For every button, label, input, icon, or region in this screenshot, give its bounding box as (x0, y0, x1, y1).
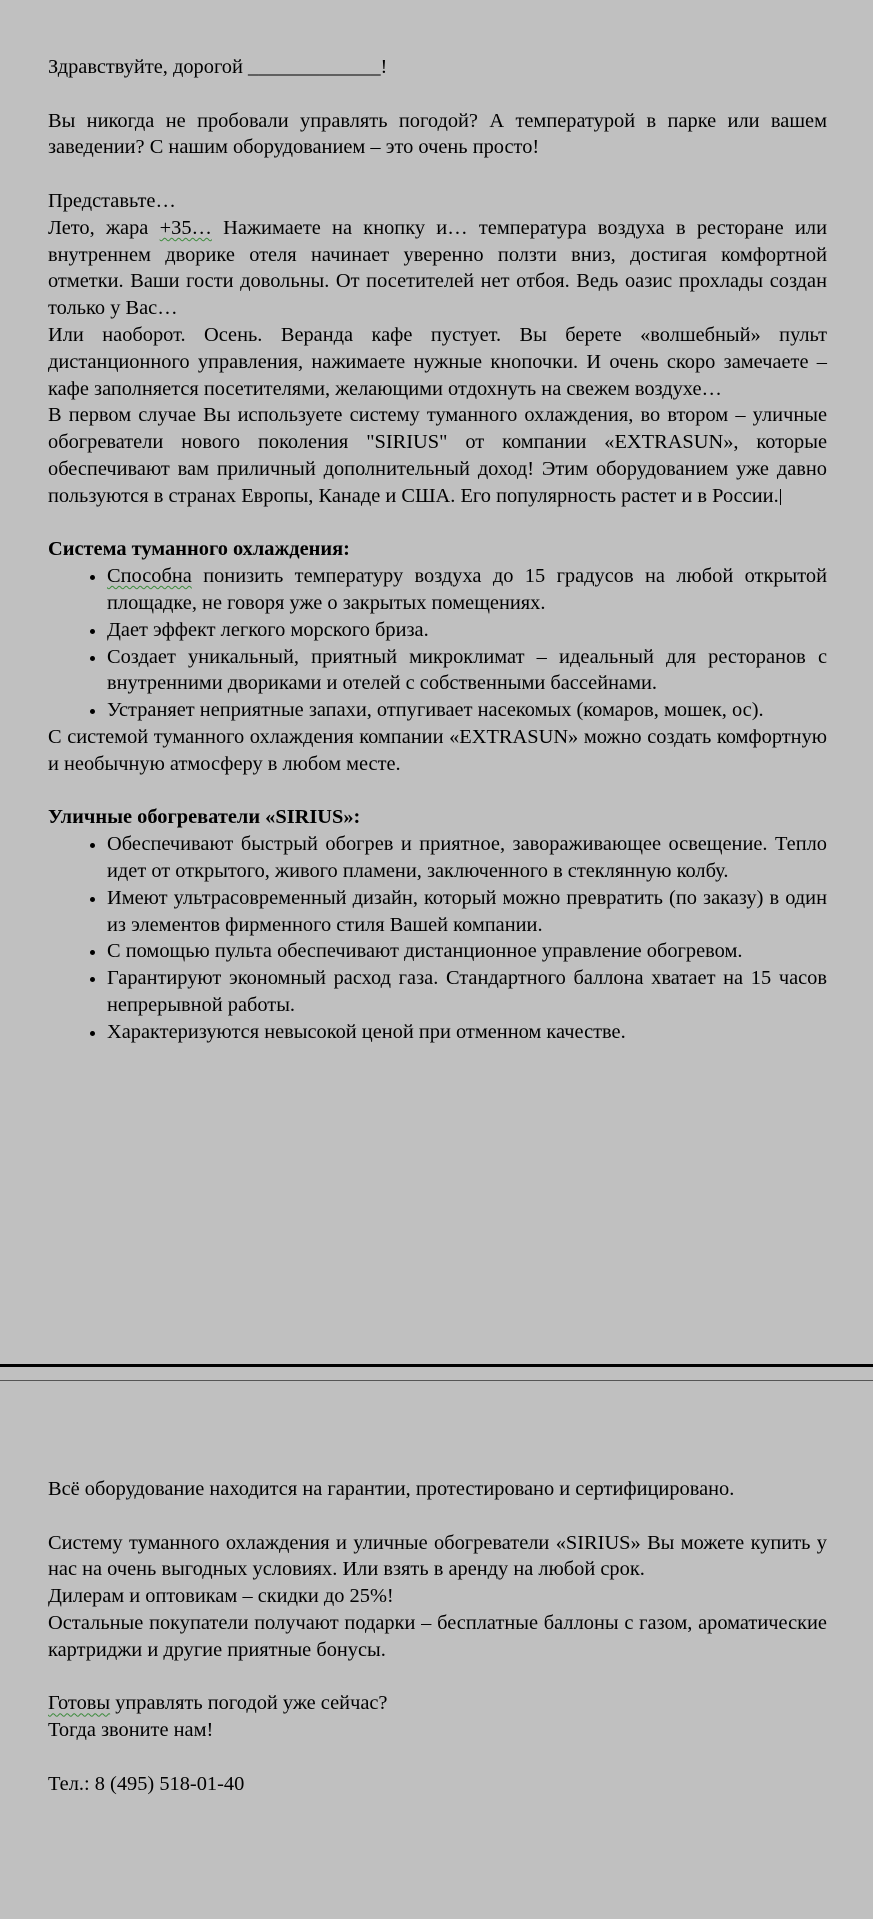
first-case-paragraph (48, 402, 827, 509)
warranty-paragraph: Всё оборудование находится на гарантии, протестировано и сертифицировано. (48, 1478, 735, 1500)
list-item: • Создает уникальный, приятный микроклимат – идеальный для ресторанов с внутренними двориками и отелей с собственными бассейнами. (107, 644, 827, 698)
fog-outro: С системой туманного охлаждения компании «EXTRASUN» можно создать комфортную и необычную атмосферу в любом месте. (48, 725, 827, 775)
intro-paragraph: Вы никогда не пробовали управлять погодой? А температурой в парке или вашем заведении? С нашим оборудованием – это очень просто! (48, 109, 827, 159)
blank-line (48, 510, 827, 537)
ready-line (48, 1690, 827, 1717)
buy-paragraph: Систему туманного охлаждения и уличные обогреватели «SIRIUS» Вы можете купить у нас на очень выгодных условиях. Или взять в аренду на любой срок. (48, 1531, 827, 1581)
list-item: • Имеют ультрасовременный дизайн, который можно превратить (по заказу) в один из элементов фирменного стиля Вашей компании. (107, 885, 827, 939)
fog-heading: Система туманного охлаждения: (48, 538, 350, 561)
list-item: • Гарантируют экономный расход газа. Стандартного баллона хватает на 15 часов непрерывной работы. (107, 965, 827, 1019)
others-paragraph: Остальные покупатели получают подарки – бесплатные баллоны с газом, ароматические картриджи и другие приятные бонусы. (48, 1611, 827, 1661)
list-item-text: понизить температуру воздуха до 15 градусов на любой открытой площадке, не говоря уже о закрытых помещениях. (107, 565, 827, 614)
phone-line: Тел.: 8 (495) 518-01-40 (48, 1772, 245, 1795)
first-case-text: В первом случае Вы используете систему туманного охлаждения, во втором – уличные обогреватели нового поколения "SIRIUS" от компании «EXTRASUN», которые обеспечивают вам приличный дополнительный доход! Этим оборудованием уже давно пользуются в странах Европы, Канаде и США. Его популярность растет и в России. (48, 404, 827, 507)
heaters-list (48, 831, 827, 1045)
blank-line (48, 778, 827, 805)
dealers-line: Дилерам и оптовикам – скидки до 25%! (48, 1585, 394, 1608)
text-cursor (780, 489, 781, 505)
heaters-heading: Уличные обогреватели «SIRIUS»: (48, 806, 361, 829)
page-break (0, 1364, 873, 1384)
greeting: Здравствуйте, дорогой _____________! (48, 56, 388, 78)
spellcheck-mark: +35… (159, 216, 212, 239)
list-item: • Дает эффект легкого морского бриза. (107, 617, 827, 644)
blank-line (48, 1664, 827, 1691)
blank-line (48, 1503, 827, 1530)
page-break-line (0, 1380, 873, 1381)
imagine-line: Представьте… (48, 189, 176, 212)
call-line: Тогда звоните нам! (48, 1719, 214, 1742)
autumn-paragraph: Или наоборот. Осень. Веранда кафе пустует. Вы берете «волшебный» пульт дистанционного управления, нажимаете нужные кнопочки. И очень скоро замечаете – кафе заполняется посетителями, желающими отдохнуть на свежем воздухе… (48, 323, 827, 400)
summer-paragraph (48, 215, 827, 322)
blank-line (48, 81, 827, 108)
list-item: • Устраняет неприятные запахи, отпугивает насекомых (комаров, мошек, ос). (107, 697, 827, 724)
blank-line (48, 161, 827, 188)
list-item: • Характеризуются невысокой ценой при отменном качестве. (107, 1019, 827, 1046)
summer-rest: Нажимаете на кнопку и… температура воздуха в ресторане или внутреннем дворике отеля начинает уверенно ползти вниз, достигая комфортной отметки. Ваши гости довольны. От посетителей нет отбоя. Ведь оазис прохлады создан только у Вас… (48, 216, 827, 320)
blank-line (48, 1744, 827, 1771)
ready-rest: управлять погодой уже сейчас? (110, 1692, 388, 1715)
document-page-1[interactable] (48, 54, 827, 1045)
spellcheck-mark: Готовы (48, 1692, 111, 1715)
list-item: • С помощью пульта обеспечивают дистанционное управление обогревом. (107, 938, 827, 965)
fog-list (48, 563, 827, 724)
document-page-2[interactable] (48, 1476, 827, 1798)
spellcheck-mark: Способна (107, 565, 192, 588)
list-item (107, 563, 827, 617)
list-item: • Обеспечивают быстрый обогрев и приятное, завораживающее освещение. Тепло идет от открытого, живого пламени, заключенного в стеклянную колбу. (107, 831, 827, 885)
page-break-line (0, 1364, 873, 1367)
summer-start: Лето, жара (48, 216, 149, 239)
